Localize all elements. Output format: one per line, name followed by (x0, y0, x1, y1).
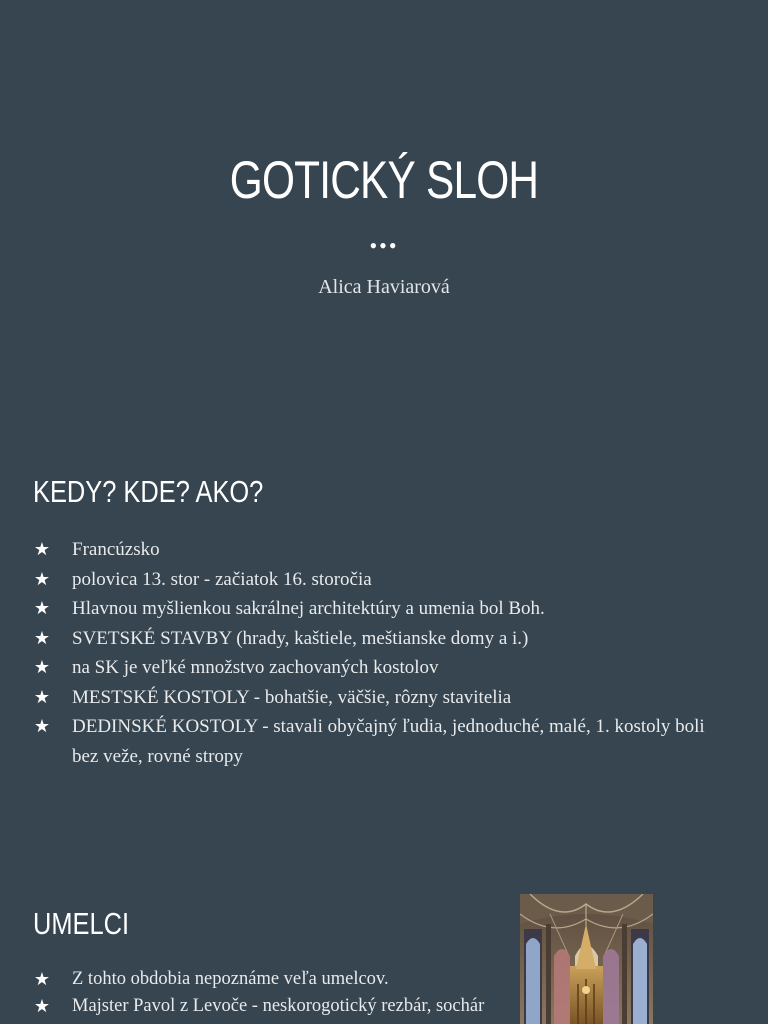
list-item-text: MESTSKÉ KOSTOLY - bohatšie, väčšie, rôzny stavitelia (72, 686, 512, 708)
star-icon: ★ (33, 686, 51, 708)
list-item (32, 565, 712, 595)
bullet-list-kedy-kde-ako (32, 535, 712, 771)
list-item (32, 683, 712, 713)
list-item-text: Francúzsko (72, 539, 160, 560)
bullet-list-umelci (32, 966, 512, 1020)
section-heading-kedy-kde-ako: KEDY? KDE? AKO? (33, 474, 264, 509)
list-item-text: DEDINSKÉ KOSTOLY - stavali obyčajný ľudia, jednoduché, malé, 1. kostoly boli bez veže, rovné stropy (72, 716, 705, 767)
list-item (32, 993, 512, 1020)
section-heading-umelci: UMELCI (33, 906, 130, 941)
list-item-text: SVETSKÉ STAVBY (hrady, kaštiele, meštianske domy a i.) (72, 627, 529, 649)
presentation-title: GOTICKÝ SLOH (229, 151, 539, 210)
star-icon: ★ (33, 996, 51, 1017)
star-icon: ★ (33, 568, 51, 590)
title-slide (0, 0, 768, 430)
list-item-text: na SK je veľké množstvo zachovaných kostolov (72, 657, 439, 678)
list-item (32, 712, 712, 771)
star-icon: ★ (33, 969, 51, 990)
list-item-text: Majster Pavol z Levoče - neskorogotický rezbár, sochár (72, 996, 485, 1016)
list-item (32, 535, 712, 565)
list-item-text: Z tohto obdobia nepoznáme veľa umelcov. (72, 969, 389, 989)
list-item (32, 966, 512, 993)
list-item (32, 594, 712, 624)
list-item (32, 624, 712, 654)
list-item (32, 653, 712, 683)
star-icon: ★ (33, 539, 51, 560)
star-icon: ★ (33, 627, 51, 649)
dots-divider: ••• (369, 233, 399, 258)
list-item-text: polovica 13. stor - začiatok 16. storočia (72, 568, 372, 590)
list-item-text: Hlavnou myšlienkou sakrálnej architektúry a umenia bol Boh. (72, 598, 545, 619)
star-icon: ★ (33, 657, 51, 678)
author-name: Alica Haviarová (318, 276, 450, 298)
gothic-church-interior-image (520, 894, 653, 1024)
star-icon: ★ (33, 598, 51, 619)
star-icon: ★ (33, 716, 51, 737)
